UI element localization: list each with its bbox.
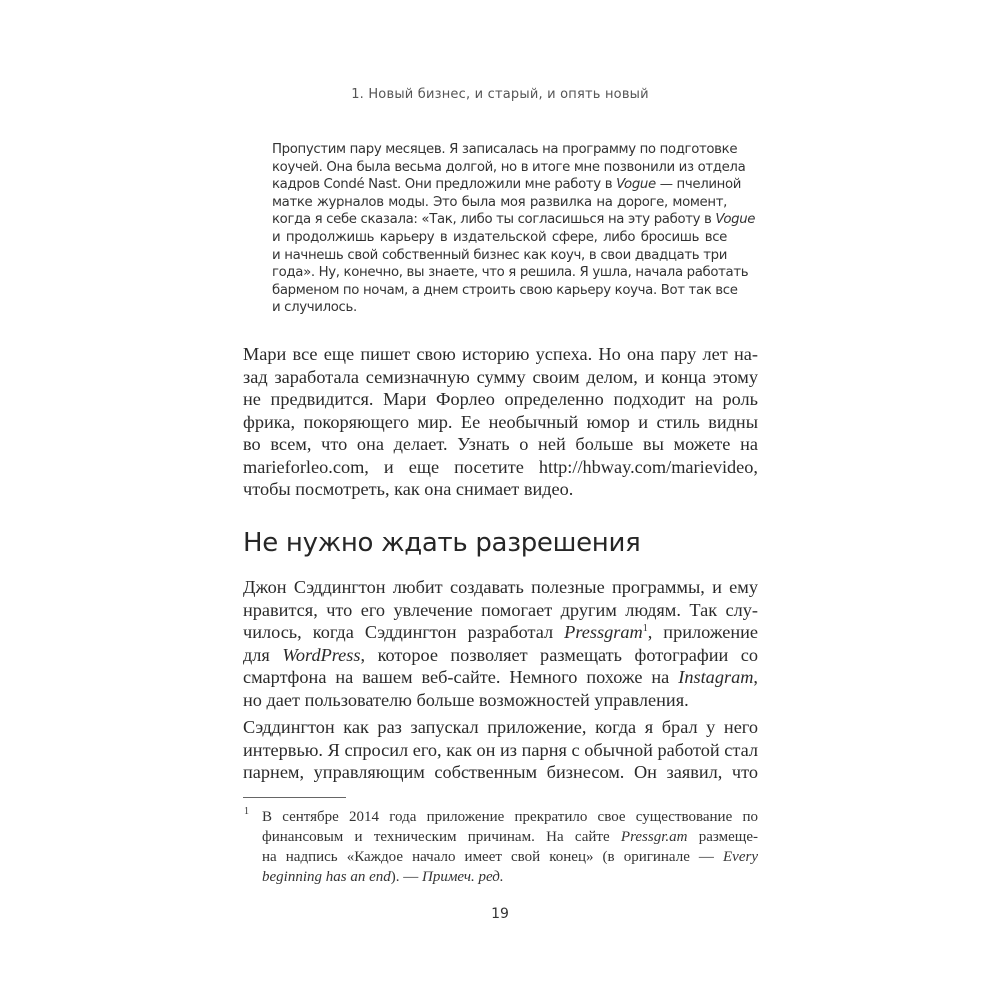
italic-text: Every	[723, 849, 758, 865]
text-line: зад заработала семизначную сумму своим делом, и конца этому	[243, 366, 758, 387]
italic-text: WordPress	[282, 644, 361, 665]
text: — пчелиной	[655, 177, 742, 193]
text-line: во всем, что она делает. Узнать о ней больше вы можете на	[243, 434, 758, 454]
quote-line: барменом по ночам, а днем строить свою карьеру коуча. Вот так все	[272, 282, 738, 298]
italic-text: Vogue	[715, 212, 756, 228]
paragraph-3	[243, 716, 758, 784]
text: финансовым и техническим причинам. На сайте	[262, 829, 621, 845]
text: размеще-	[687, 829, 758, 845]
quote-line: коучей. Она была весьма долгой, но в итоге мне позвонили из отдела	[272, 159, 746, 175]
text-line: не предвидится. Мари Форлео определенно подходит на роль	[243, 389, 758, 409]
footnote-line	[262, 827, 758, 847]
footnote-mark: 1	[244, 806, 249, 817]
section-heading: Не нужно ждать разрешения	[243, 528, 641, 558]
text-line	[243, 666, 758, 689]
paragraph-1	[243, 343, 758, 501]
text: чилось, когда Сэддингтон разработал	[243, 622, 565, 642]
text-line: Мари все еще пишет свою историю успеха. Но она пару лет на-	[243, 344, 758, 364]
text-line	[243, 644, 758, 667]
text: когда я себе сказала: «Так, либо ты согласишься на эту работу в	[272, 212, 716, 228]
footnote-divider	[243, 797, 346, 798]
running-head: 1. Новый бизнес, и старый, и опять новый	[351, 87, 649, 102]
text: смартфона на вашем веб-сайте. Немного похоже на	[243, 667, 679, 687]
text-line: парнем, управляющим собственным бизнесом. Он заявил, что	[243, 762, 758, 782]
text-line	[243, 621, 758, 644]
quote-line	[272, 211, 756, 229]
text-line: чтобы посмотреть, как она снимает видео.	[243, 479, 574, 499]
italic-text: Pressgram	[564, 622, 643, 642]
text: , которое позволяет размещать фотографии со	[360, 644, 759, 665]
text: на надпись «Каждое начало имеет свой конец» (в оригинале —	[262, 849, 724, 865]
text-line: Сэддингтон как раз запускал приложение, когда я брал у него	[243, 717, 758, 737]
footnote-ref[interactable]: 1	[642, 622, 648, 634]
text: кадров Condé Nast. Они предложили мне работу в	[272, 177, 617, 193]
italic-text: Instagram	[678, 667, 754, 687]
quote-block	[272, 141, 756, 317]
quote-line	[272, 176, 742, 194]
text: ). —	[390, 869, 422, 885]
quote-line: Пропустим пару месяцев. Я записалась на программу по подготовке	[272, 142, 738, 157]
text-line: фрика, покоряющего мир. Ее необычный юмор и стиль видны	[243, 411, 758, 432]
italic-text: Pressgr.am	[620, 829, 688, 845]
text: , приложение	[647, 622, 759, 642]
italic-text: Примеч. ред.	[422, 869, 504, 885]
footnote	[262, 807, 758, 887]
paragraph-2	[243, 576, 758, 711]
quote-line: и продолжишь карьеру в издательской сфере, либо бросишь все	[272, 229, 727, 245]
italic-text: beginning has an end	[262, 869, 391, 885]
text-line: но дает пользователю больше возможностей управления.	[243, 689, 689, 710]
footnote-line	[262, 847, 758, 867]
italic-text: Vogue	[616, 177, 656, 193]
quote-line: и случилось.	[272, 300, 357, 316]
text: ,	[753, 667, 758, 687]
text-line: marieforleo.com, и еще посетите http://hbway.com/marievideo,	[243, 456, 758, 477]
quote-line: матке журналов моды. Это была моя развилка на дороге, момент,	[272, 194, 727, 210]
text: для	[243, 644, 283, 665]
footnote-line	[262, 867, 758, 887]
text-line: нравится, что его увлечение помогает другим людям. Так слу-	[243, 599, 758, 620]
quote-line: и начнешь свой собственный бизнес как коуч, в свои двадцать три	[272, 247, 727, 263]
footnote-line: В сентябре 2014 года приложение прекратило свое существование по	[262, 809, 758, 825]
text-line: интервью. Я спросил его, как он из парня с обычной работой стал	[243, 739, 758, 760]
page-number: 19	[491, 906, 509, 922]
quote-line: года». Ну, конечно, вы знаете, что я решила. Я ушла, начала работать	[272, 265, 749, 281]
text-line: Джон Сэддингтон любит создавать полезные программы, и ему	[243, 577, 758, 597]
